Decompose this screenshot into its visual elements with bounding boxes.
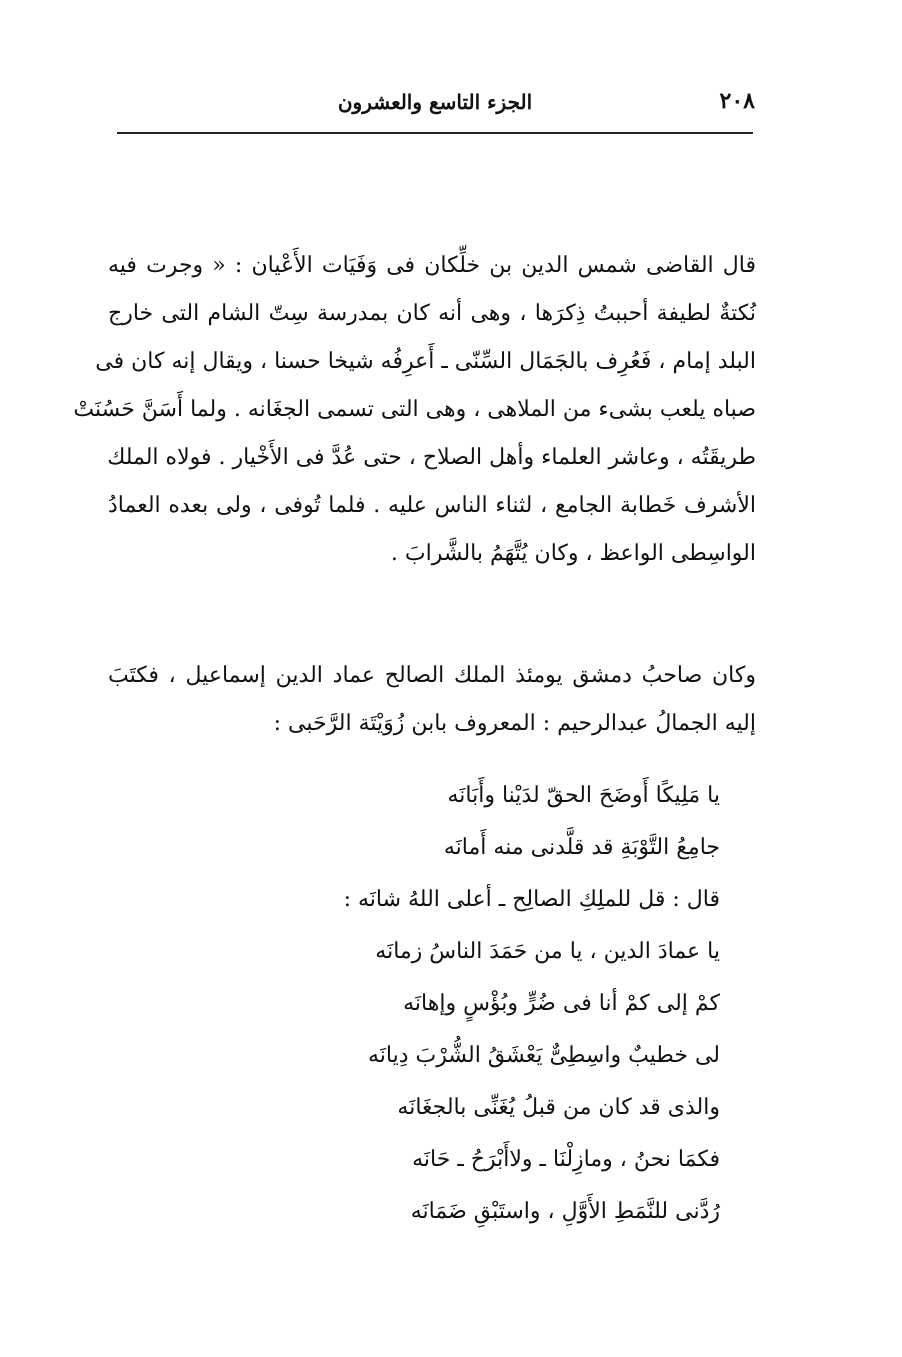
page-header — [115, 88, 755, 128]
poem-verse: فكمَا نحنُ ، ومازِلْنَا ـ ولاأَبْرَحُ ـ حَانَه — [412, 1147, 720, 1172]
text-line: الأشرف خَطابة الجامع ، لثناء الناس عليه . فلما تُوفى ، ولى بعده العمادُ — [108, 493, 756, 518]
poem-verse: رُدَّنى للنَّمَطِ الأَوَّلِ ، واستَبْقِ ضَمَانَه — [410, 1199, 720, 1224]
poem-verse: لى خطيبٌ واسِطِىٌّ يَعْشَقُ الشُّرْبَ دِيانَه — [368, 1043, 720, 1068]
paragraph-letter-intro — [108, 652, 756, 748]
text-line: وكان صاحبُ دمشق يومئذ الملك الصالح عماد الدين إسماعيل ، فكتَبَ — [108, 663, 756, 688]
text-line: إليه الجمالُ عبدالرحيم : المعروف بابن زُوَيْتَة الرَّحَبى : — [273, 711, 756, 736]
text-line: البلد إمام ، فَعُرِف بالجَمَال السِّنّى ـ أَعرِفُه شيخا حسنا ، ويقال إنه كان فى — [95, 349, 756, 374]
text-line: قال القاضى شمس الدين بن خلِّكان فى وَفَيَات الأَعْيان : « وجرت فيه — [108, 253, 756, 278]
poem-block — [260, 770, 720, 1238]
poem-verse: والذى قد كان من قبلُ يُغَنِّى بالجغَانَه — [397, 1095, 720, 1120]
text-line: الواسِطى الواعظ ، وكان يُتَّهَمُ بالشَّرابَ . — [390, 541, 756, 566]
text-line: طريقَتُه ، وعاشر العلماء وأهل الصلاح ، حتى عُدَّ فى الأَخْيار . فولاه الملك — [107, 445, 756, 470]
text-line: نُكتةٌ لطيفة أحببتُ ذِكرَها ، وهى أنه كان بمدرسة سِتّ الشام التى خارج — [108, 301, 756, 326]
poem-verse: جامِعُ التَّوْبَةِ قد قلَّدنى منه أَمانَه — [443, 835, 720, 860]
poem-verse: يا مَلِيكًا أَوضَحَ الحقّ لدَيْنا وأَبَانَه — [447, 783, 720, 808]
running-title: الجزء التاسع والعشرون — [337, 90, 533, 114]
poem-verse: قال : قل للملِكِ الصالِح ـ أعلى اللهُ شانَه : — [343, 887, 720, 912]
poem-verse: كمْ إلى كمْ أنا فى ضُرٍّ وبُؤْسٍ وإهانَه — [403, 991, 720, 1016]
paragraph-ibn-khallikan — [73, 242, 756, 578]
header-divider — [117, 132, 753, 134]
text-line: صباه يلعب بشىء من الملاهى ، وهى التى تسمى الجغَانه . ولما أَسَنَّ حَسُنَتْ — [73, 397, 756, 422]
page-number: ٢٠٨ — [719, 88, 755, 114]
poem-verse: يا عمادَ الدين ، يا من حَمَدَ الناسُ زمانَه — [375, 939, 720, 964]
